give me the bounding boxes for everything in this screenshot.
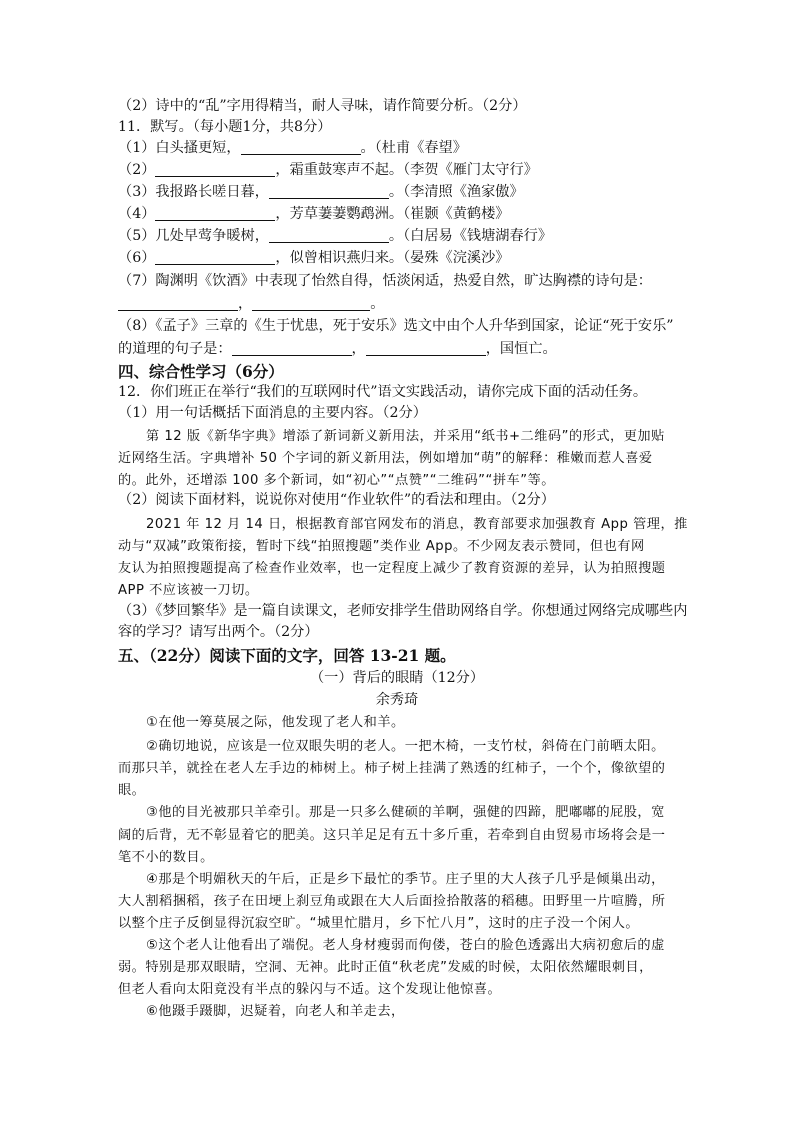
answer-blank[interactable] [232, 340, 352, 356]
answer-blank[interactable] [269, 227, 389, 243]
q12-task-3-cont: 容的学习？请写出两个。（2分） [118, 624, 319, 640]
q11-7-end: 。 [370, 296, 385, 312]
story-line: ②确切地说，应该是一位双眼失明的老人。一把木椅，一支竹杖，斜倚在门前晒太阳。 [146, 739, 665, 754]
answer-blank[interactable] [118, 295, 238, 311]
q11-5-suffix: 。（白居易《钱塘湖春行》 [388, 228, 553, 244]
answer-blank[interactable] [366, 340, 486, 356]
q10-part2: （2）诗中的“乱”字用得精当，耐人寻味，请作简要分析。（2分） [118, 98, 527, 114]
story-line: ⑥他蹑手蹑脚，迟疑着，向老人和羊走去， [146, 1004, 405, 1019]
story-line: ①在他一筹莫展之际，他发现了老人和羊。 [146, 715, 405, 730]
answer-blank[interactable] [241, 139, 361, 155]
news-paragraph-line: 的。此外，还增添 100 多个新词，如“初心”“点赞”“二维码”“拼车”等。 [118, 473, 555, 488]
q11-line-3 [118, 182, 678, 203]
answer-blank[interactable] [155, 249, 275, 265]
q11-8-prefix: 的道理的句子是： [118, 341, 232, 357]
q11-3-suffix: 。（李清照《渔家傲》 [388, 184, 524, 200]
q12-task-1: （1）用一句话概括下面消息的主要内容。（2分） [118, 405, 427, 421]
story-line: ③他的目光被那只羊牵引。那是一只多么健硕的羊啊，强健的四蹄，肥嘟嘟的屁股，宽 [146, 805, 665, 820]
q11-6-suffix: ，似曾相识燕归来。（晏殊《浣溪沙》 [275, 250, 510, 266]
answer-blank[interactable] [155, 161, 275, 177]
story-line: 但老人看向太阳竟没有半点的躲闪与不适。这个发现让他惊喜。 [118, 982, 502, 997]
q11-5-prefix: （5）几处早莺争暖树， [118, 228, 269, 244]
section-4-heading: 四、综合性学习（6分） [118, 362, 284, 381]
story-line: ④那是个明媚秋天的午后，正是乡下最忙的季节。庄子里的大人孩子几乎是倾巢出动， [146, 872, 665, 887]
q12-task-2: （2）阅读下面材料，说说你对使用“作业软件”的看法和理由。（2分） [118, 492, 555, 508]
answer-blank[interactable] [269, 183, 389, 199]
story-heading: （一）背后的眼睛（12分） [309, 670, 485, 686]
q11-line-6 [118, 248, 678, 269]
q11-7-separator: ， [238, 296, 253, 312]
q12-task-3: （3）《梦回繁华》是一篇自读课文，老师安排学生借助网络自学。你想通过网络完成哪些内 [118, 603, 688, 619]
story-line: 笔不小的数目。 [118, 850, 214, 865]
story-line: 大人割稻捆稻，孩子在田埂上刹豆角或跟在大人后面捡拾散落的稻穗。田野里一片喧腾，所 [118, 894, 666, 909]
material-paragraph-line: APP 不应该被一刀切。 [118, 583, 259, 598]
story-line: 阔的后背，无不彰显着它的肥美。这只羊足足有五十多斤重，若牵到自由贸易市场将会是一 [118, 828, 666, 843]
q11-line-8: （8）《孟子》三章的《生于忧患，死于安乐》选文中由个人升华到国家，论证“死于安乐” [118, 318, 674, 334]
material-paragraph-line: 友认为拍照搜题提高了检查作业效率，也一定程度上减少了教育资源的差异，认为拍照搜题 [118, 561, 666, 576]
news-paragraph-line: 第 12 版《新华字典》增添了新词新义新用法，并采用“纸书+二维码”的形式，更加贴 [146, 429, 665, 444]
q11-line-8-answers [118, 339, 678, 360]
q11-4-suffix: ，芳草萋萋鹦鹉洲。（崔颢《黄鹤楼》 [275, 206, 510, 222]
q11-line-1 [118, 138, 678, 159]
q11-2-prefix: （2） [118, 162, 156, 178]
q12-intro: 12．你们班正在举行“我们的互联网时代”语文实践活动，请你完成下面的活动任务。 [118, 384, 648, 400]
q11-line-4 [118, 204, 678, 225]
q11-1-suffix: 。（杜甫《春望》 [360, 140, 467, 156]
story-line: 眼。 [118, 783, 146, 798]
news-paragraph-line: 近网络生活。字典增补 50 个字词的新义新用法，例如增加“萌”的解释：稚嫩而惹人喜爱 [118, 451, 653, 466]
q11-line-2 [118, 160, 678, 181]
q11-line-7-answers [118, 294, 678, 315]
q11-8-end: ，国恒亡。 [485, 341, 557, 357]
q11-line-7: （7）陶渊明《饮酒》中表现了怡然自得，恬淡闲适，热爱自然，旷达胸襟的诗句是： [118, 273, 652, 289]
material-paragraph-line: 2021 年 12 月 14 日，根据教育部官网发布的消息，教育部要求加强教育 App 管理，推 [146, 517, 688, 532]
q11-3-prefix: （3）我报路长嗟日暮， [118, 184, 269, 200]
story-author: 余秀琦 [375, 692, 419, 708]
q11-2-suffix: ，霜重鼓寒声不起。（李贺《雁门太守行》 [275, 162, 538, 178]
q11-line-5 [118, 226, 678, 247]
q11-6-prefix: （6） [118, 250, 156, 266]
material-paragraph-line: 动与“双减”政策衔接，暂时下线“拍照搜题”类作业 App。不少网友表示赞同，但也有网 [118, 539, 645, 554]
story-line: 以整个庄子反倒显得沉寂空旷。“城里忙腊月，乡下忙八月”，这时的庄子没一个闲人。 [118, 916, 640, 931]
answer-blank[interactable] [155, 205, 275, 221]
q11-8-separator: ， [351, 341, 366, 357]
q11-title: 11．默写。（每小题1分，共8分） [118, 119, 332, 135]
story-line: 弱。特别是那双眼睛，空洞、无神。此时正值“秋老虎”发威的时候，太阳依然耀眼刺目， [118, 960, 653, 975]
story-line: ⑤这个老人让他看出了端倪。老人身材瘦弱而佝偻，苍白的脸色透露出大病初愈后的虚 [146, 938, 665, 953]
section-5-heading: 五、（22分）阅读下面的文字，回答 13-21 题。 [118, 646, 456, 665]
q11-1-prefix: （1）白头搔更短， [118, 140, 241, 156]
story-line: 而那只羊，就拴在老人左手边的柿树上。柿子树上挂满了熟透的红柿子，一个个，像欲望的 [118, 761, 666, 776]
q11-4-prefix: （4） [118, 206, 156, 222]
answer-blank[interactable] [252, 295, 370, 311]
